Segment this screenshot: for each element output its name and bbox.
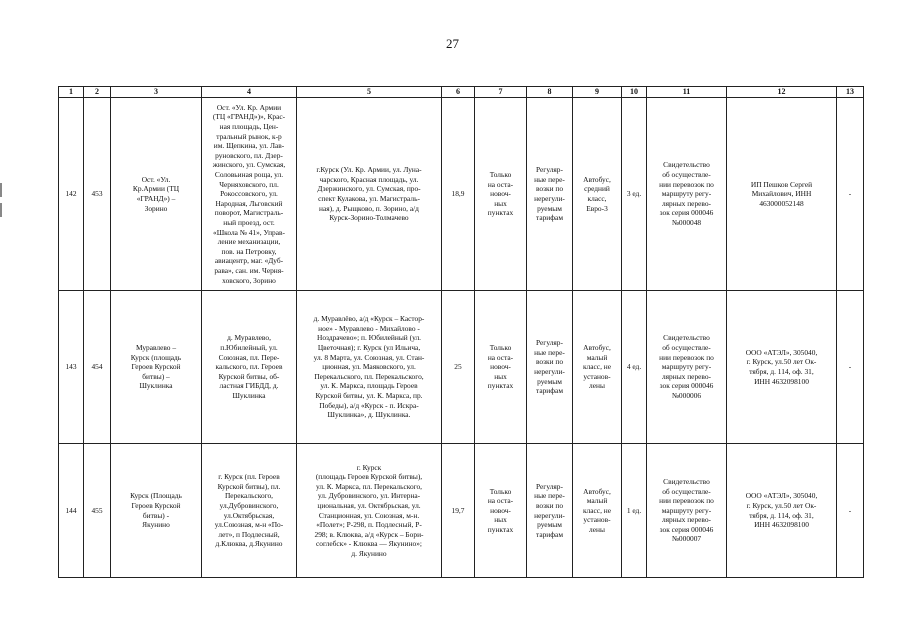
table-row [59, 444, 864, 578]
cell-boarding-order: Только на оста- новоч- ных пунктах [475, 291, 527, 444]
cell-streets: г. Курск (площадь Героев Курской битвы), ул. К. Маркса, пл. Перекальского, ул. Дубровинского, ул. Интерна- циональная, ул. Октябрьская, ул. Станционная, ул. Союзная, м-н. «Полет»; Р-298, п. Подлесный, Р- 298; в. Клюква, а/д «Курск – Бори- соглебск» - Клюква — Якунино»; д. Якунино [297, 444, 442, 578]
cell-boarding-order: Только на оста- новоч- ных пунктах [475, 98, 527, 291]
cell-stops: Ост. «Ул. Кр. Армии (ТЦ «ГРАНД»)», Крас- ная площадь, Цен- тральный рынок, к-р им. Щепкина, ул. Лав- руновского, пл. Дзер- жинского, ул. Сумская, Соловьиная роща, ул. Черняховского, пл. Рокоссовского, ул. Народная, Льговский поворот, Магистраль- ный проезд, ост. «Школа № 41», Управ- ление механизации, пов. на Петровку, авиацентр, маг. «Дуб- рава», сан. им. Черня- ховского, Зорино [202, 98, 297, 291]
cell-streets: г.Курск (Ул. Кр. Армии, ул. Луна- чарского, Красная площадь, ул. Дзержинского, ул. Сумская, про- спект Кулакова, ул. Магистраль- ная), д. Рыщково, п. Зорино, а/д Курск-Зорино-Толмачево [297, 98, 442, 291]
cell-length: 25 [442, 291, 475, 444]
cell-stops: г. Курск (пл. Героев Курской битвы), пл. Перекальского, ул.Дубровинского, ул.Октябрьская, ул.Союзная, м-н «По- лет», п Подлесный, д.Клюква, д.Якунино [202, 444, 297, 578]
cell-vehicle-count: 3 ед. [622, 98, 647, 291]
scan-edge-mark [0, 203, 2, 217]
cell-carrier: ООО «АТЭЛ», 305040, г. Курск, ул.50 лет Ок- тября, д. 114, оф. 31, ИНН 4632098100 [727, 444, 837, 578]
column-header: 13 [837, 87, 864, 98]
column-header: 12 [727, 87, 837, 98]
column-header: 10 [622, 87, 647, 98]
cell-transport-type: Регуляр- ные пере- возки по нерегули- руемым тарифам [527, 98, 573, 291]
cell-certificate: Свидетельство об осуществле- нии перевозок по маршруту регу- лярных перево- зок серия 000046 №000006 [647, 291, 727, 444]
cell-length: 19,7 [442, 444, 475, 578]
cell-vehicle: Автобус, малый класс, не установ- лены [573, 444, 622, 578]
cell-transport-type: Регуляр- ные пере- возки по нерегули- руемым тарифам [527, 444, 573, 578]
cell-route-name: Ост. «Ул. Кр.Армии (ТЦ «ГРАНД») – Зорино [111, 98, 202, 291]
cell-length: 18,9 [442, 98, 475, 291]
cell-vehicle: Автобус, средний класс, Евро-3 [573, 98, 622, 291]
cell-transport-type: Регуляр- ные пере- возки по нерегули- руемым тарифам [527, 291, 573, 444]
cell-route-number: 144 [59, 444, 84, 578]
cell-carrier: ООО «АТЭЛ», 305040, г. Курск, ул.50 лет Ок- тября, д. 114, оф. 31, ИНН 4632098100 [727, 291, 837, 444]
column-header: 7 [475, 87, 527, 98]
cell-registry-number: 453 [84, 98, 111, 291]
routes-table [58, 86, 864, 578]
cell-registry-number: 454 [84, 291, 111, 444]
cell-stops: д. Муравлево, п.Юбилейный, ул. Союзная, пл. Пере- кальского, пл. Героев Курской битвы, об- ластная ГИБДД, д. Шуклинка [202, 291, 297, 444]
header-row [59, 87, 864, 98]
cell-route-name: Курск (Площадь Героев Курской битвы) - Якунино [111, 444, 202, 578]
column-header: 6 [442, 87, 475, 98]
cell-certificate: Свидетельство об осуществле- нии перевозок по маршруту регу- лярных перево- зок серия 000046 №000048 [647, 98, 727, 291]
cell-vehicle-count: 1 ед. [622, 444, 647, 578]
cell-carrier: ИП Пешков Сергей Михайлович, ИНН 463000052148 [727, 98, 837, 291]
cell-route-number: 143 [59, 291, 84, 444]
cell-notes: - [837, 291, 864, 444]
column-header: 2 [84, 87, 111, 98]
cell-notes: - [837, 98, 864, 291]
cell-route-name: Муравлево – Курск (площадь Героев Курской битвы) – Шуклинка [111, 291, 202, 444]
column-header: 5 [297, 87, 442, 98]
table-row [59, 291, 864, 444]
cell-certificate: Свидетельство об осуществле- нии перевозок по маршруту регу- лярных перево- зок серия 000046 №000007 [647, 444, 727, 578]
cell-registry-number: 455 [84, 444, 111, 578]
column-header: 1 [59, 87, 84, 98]
scan-edge-mark [0, 183, 2, 197]
column-header: 8 [527, 87, 573, 98]
cell-vehicle: Автобус, малый класс, не установ- лены [573, 291, 622, 444]
column-header: 9 [573, 87, 622, 98]
cell-vehicle-count: 4 ед. [622, 291, 647, 444]
column-header: 11 [647, 87, 727, 98]
cell-boarding-order: Только на оста- новоч- ных пунктах [475, 444, 527, 578]
column-header: 3 [111, 87, 202, 98]
page-number: 27 [446, 36, 459, 51]
table-row [59, 98, 864, 291]
cell-streets: д. Муравлёво, а/д «Курск – Кастор- ное» - Муравлево - Михайлово - Ноздрачево»; п. Юбилейный (ул. Цветочная); г. Курск (ул Ильича, ул. 8 Марта, ул. Союзная, ул. Стан- ционная, ул. Маяковского, ул. Перекальского, пл. Перекальского, ул. К. Маркса, площадь Героев Курской битвы, ул. К. Маркса, пр. Победы), а/д «Курск - п. Искра- Шуклинка», д. Шуклинка. [297, 291, 442, 444]
cell-route-number: 142 [59, 98, 84, 291]
column-header: 4 [202, 87, 297, 98]
cell-notes: - [837, 444, 864, 578]
